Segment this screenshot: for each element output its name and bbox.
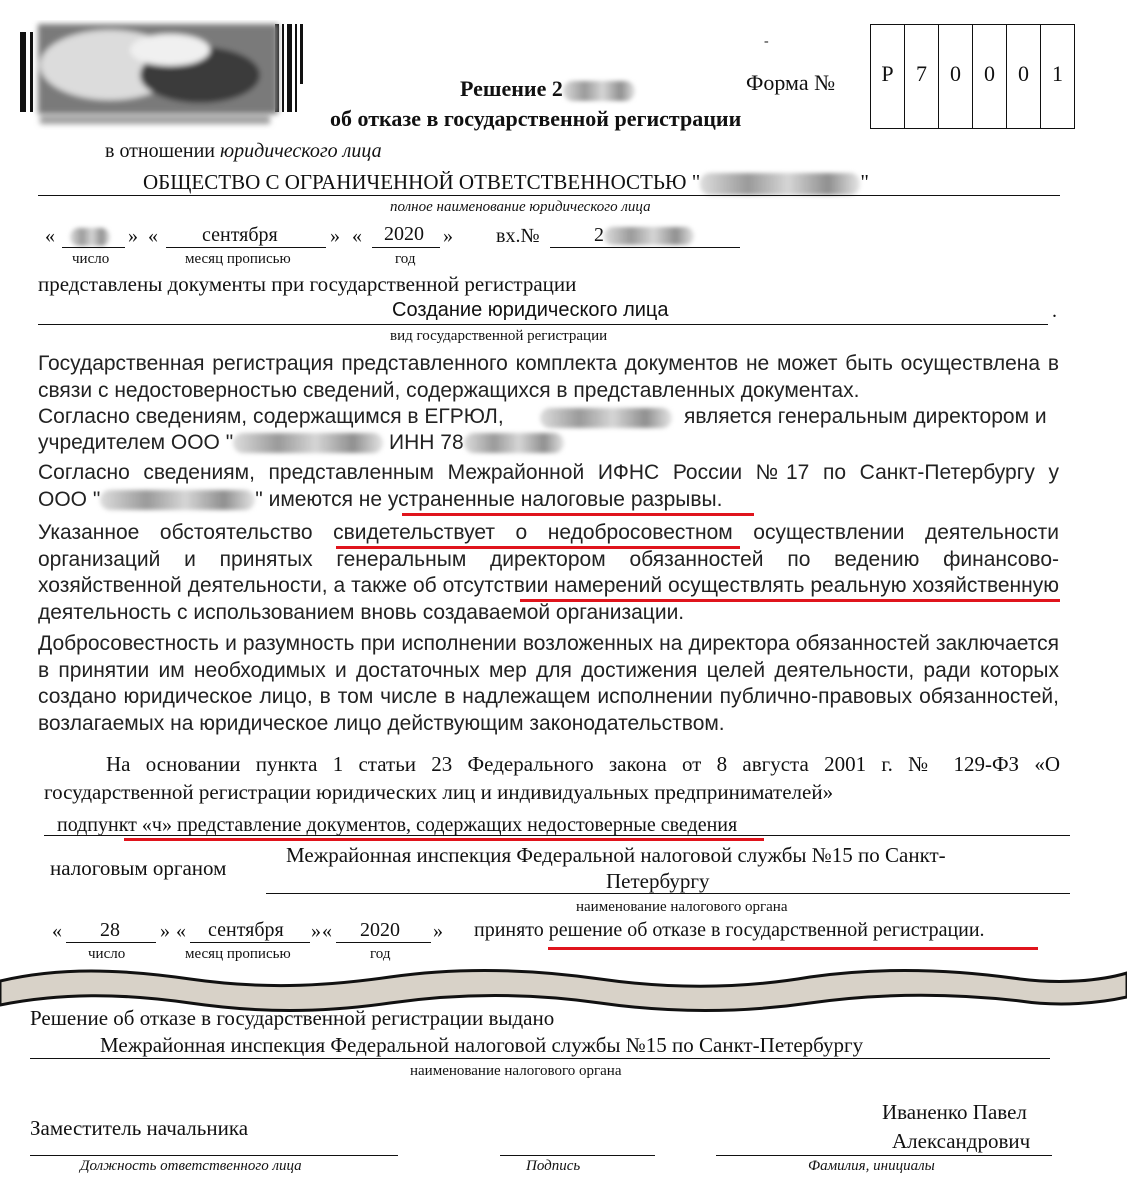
- entity-name-text: ОБЩЕСТВО С ОГРАНИЧЕННОЙ ОТВЕТСТВЕННОСТЬЮ ": [143, 170, 701, 194]
- entity-name-end: ": [860, 170, 869, 194]
- subpoint-underline: [44, 835, 1070, 836]
- decision-text: принято решение об отказе в государственной регистрации.: [474, 919, 985, 941]
- p2-text-a: Согласно сведениям, содержащимся в ЕГРЮЛ,: [38, 405, 504, 428]
- relation-line: [105, 140, 382, 163]
- redacted-day: [70, 228, 110, 246]
- date1-year: 2020: [384, 223, 424, 245]
- tax-authority-underline: [266, 893, 1070, 894]
- date2-cap-day: число: [88, 946, 126, 962]
- form-code-cell: 1: [1041, 25, 1075, 129]
- date1-open-quote-2: «: [148, 225, 158, 247]
- cap-month: месяц прописью: [185, 251, 291, 267]
- cap-signature: Подпись: [526, 1158, 581, 1174]
- redacted-number: [563, 81, 635, 101]
- date1-close-quote: »: [128, 225, 138, 247]
- registration-caption: вид государственной регистрации: [390, 328, 608, 344]
- redacted-company-2: [100, 490, 255, 510]
- relation-italic: юридического лица: [220, 140, 382, 162]
- date2-open-quote-3: «: [322, 920, 332, 942]
- date2-year: 2020: [360, 919, 400, 941]
- cap-position: Должность ответственного лица: [80, 1158, 302, 1174]
- barcode-image: [20, 20, 310, 130]
- docs-submitted: представлены документы при государственной регистрации: [38, 272, 577, 296]
- date2-month: сентября: [208, 919, 284, 941]
- tax-authority-name-2: Петербургу: [606, 869, 710, 893]
- form-code-cell: Р: [871, 25, 905, 129]
- position-underline: [30, 1155, 398, 1156]
- name-underline: [716, 1155, 1052, 1156]
- issued-text: Решение об отказе в государственной регистрации выдано: [30, 1006, 555, 1030]
- vx-label: вх.№: [496, 225, 540, 247]
- paragraph-4: Указанное обстоятельство свидетельствует о недобросовестном осуществлении деятельности организаций и принятых генеральным директором обязанностей по ведению финансово-хозяйственной деятельности, а также об отсутствии намерений осуществлять реальную хозяйственную деятельность с использованием вновь создаваемой организации.: [38, 521, 1059, 624]
- document-subtitle: об отказе в государственной регистрации: [330, 106, 742, 131]
- redacted-company: [233, 433, 383, 453]
- date2-close-quote-2: »: [311, 920, 321, 942]
- date1-open-quote: «: [45, 225, 55, 247]
- date2-cap-month: месяц прописью: [185, 946, 291, 962]
- highlight-tax-gaps: [402, 513, 754, 516]
- paragraph-2-line-1: [38, 405, 504, 429]
- paragraph-2-line-2: [38, 431, 564, 455]
- p3-text-c: " имеются не устраненные налоговые разрывы.: [255, 488, 723, 511]
- date1-year-line: [372, 247, 440, 248]
- vx-value-text: 2: [594, 224, 604, 246]
- vx-line: [550, 247, 740, 248]
- p2-text-d: ИНН 78: [389, 431, 464, 454]
- form-code-grid: [870, 24, 1075, 129]
- issued-caption: наименование налогового органа: [410, 1063, 622, 1079]
- signature-underline: [500, 1155, 655, 1156]
- cap-name: Фамилия, инициалы: [808, 1158, 935, 1174]
- highlight-no-intent: [520, 599, 1060, 602]
- form-code-cell: 0: [973, 25, 1007, 129]
- tax-authority-caption: наименование налогового органа: [576, 899, 788, 915]
- form-code-cell: 0: [1007, 25, 1041, 129]
- relation-prefix: в отношении: [105, 140, 221, 162]
- date1-close-quote-3: »: [443, 225, 453, 247]
- date2-cap-year: год: [370, 946, 391, 962]
- entity-caption: полное наименование юридического лица: [390, 199, 651, 215]
- highlight-subpoint: [124, 838, 764, 841]
- paragraph-1: Государственная регистрация представленного комплекта документов не может быть осуществлена в связи с недостоверностью сведений, содержащихся в представленных документах.: [38, 352, 1059, 402]
- entity-name: [143, 170, 869, 195]
- basis-line-1: На основании пункта 1 статьи 23 Федерального закона от 8 августа 2001 г. № 129-ФЗ «О: [106, 752, 1060, 776]
- paragraph-5: Добросовестность и разумность при исполнении возложенных на директора обязанностей заключается в принятии им необходимых и достаточных мер для достижения целей деятельности, ради которых создано юридическое лицо, в том числе в надлежащем исполнении публично-правовых обязанностей, возлагаемых на юридическое лицо действующим законодательством.: [38, 632, 1059, 735]
- paragraph-2-line-1-end: является генеральным директором и: [684, 405, 1047, 428]
- registration-type: Создание юридического лица: [392, 299, 669, 321]
- highlight-bad-faith: [336, 546, 740, 549]
- tax-authority-name-1: Межрайонная инспекция Федеральной налоговой службы №15 по Санкт-: [286, 843, 946, 867]
- redacted-vx: [604, 227, 694, 245]
- cap-day: число: [72, 251, 110, 267]
- signer-position: Заместитель начальника: [30, 1116, 249, 1140]
- forma-label: Форма №: [746, 70, 836, 95]
- date2-year-line: [336, 942, 431, 943]
- date2-month-line: [190, 942, 310, 943]
- basis-subpoint: подпункт «ч» представление документов, содержащих недостоверные сведения: [57, 814, 738, 836]
- document-title: [460, 76, 635, 102]
- date1-day-line: [62, 247, 125, 248]
- dash-mark: -: [764, 34, 769, 49]
- tax-authority-label: налоговым органом: [50, 856, 227, 880]
- redacted-director: [540, 408, 672, 428]
- registration-dot: .: [1052, 300, 1057, 322]
- redacted-inn: [464, 433, 564, 453]
- p2-text-c: учредителем ООО ": [38, 431, 234, 454]
- form-code-cell: 0: [939, 25, 973, 129]
- highlight-decision: [548, 947, 1038, 950]
- date2-close-quote-3: »: [433, 920, 443, 942]
- cap-year: год: [395, 251, 416, 267]
- title-text: Решение 2: [460, 76, 563, 101]
- date1-month: сентября: [202, 224, 278, 246]
- issued-underline: [30, 1058, 1050, 1059]
- p3-text-b: ООО ": [38, 488, 101, 511]
- date2-close-quote: »: [160, 920, 170, 942]
- date2-open-quote-2: «: [176, 920, 186, 942]
- redacted-name: [700, 173, 860, 195]
- date2-day-line: [66, 942, 156, 943]
- entity-underline: [38, 195, 1060, 196]
- basis-line-2: государственной регистрации юридических лиц и индивидуальных предпринимателей»: [44, 780, 834, 804]
- date2-day: 28: [100, 919, 120, 941]
- vx-value: [594, 224, 694, 247]
- date1-month-line: [166, 247, 326, 248]
- paragraph-3-line-2: [38, 488, 722, 512]
- registration-underline: [38, 324, 1048, 325]
- signer-name-1: Иваненко Павел: [882, 1100, 1027, 1124]
- date1-close-quote-2: »: [330, 225, 340, 247]
- form-code-cell: 7: [905, 25, 939, 129]
- date2-open-quote: «: [52, 920, 62, 942]
- signer-name-2: Александрович: [892, 1129, 1031, 1153]
- issued-authority: Межрайонная инспекция Федеральной налоговой службы №15 по Санкт-Петербургу: [100, 1033, 864, 1057]
- date1-open-quote-3: «: [352, 225, 362, 247]
- paragraph-3-line-1: Согласно сведениям, представленным Межрайонной ИФНС России №17 по Санкт-Петербургу у: [38, 461, 1059, 484]
